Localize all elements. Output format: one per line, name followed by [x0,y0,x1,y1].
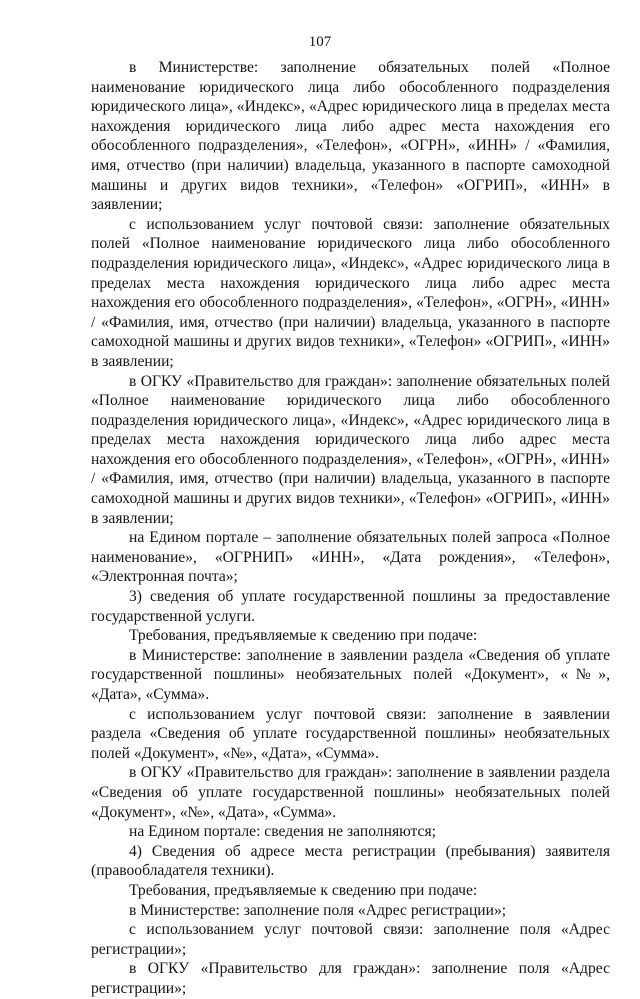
paragraph-ministry-required-fields: в Министерстве: заполнение обязательных полей «Полное наименование юридического лица либо обособленного подразделения юридического лица», «Индекс», «Адрес юридического лица в пределах места нахождения юридического лица либо адрес места нахождения его обособленного подразделения», «Телефон», «ОГРН», «ИНН» / «Фамилия, имя, отчество (при наличии) владельца, указанного в паспорте самоходной машины и других видов техники», «Телефон» «ОГРИП», «ИНН» в заявлении; [91,59,610,214]
paragraph-portal-fee-fields: на Едином портале: сведения не заполняются; [129,823,436,841]
paragraph-ogku-required-fields: в ОГКУ «Правительство для граждан»: заполнение обязательных полей «Полное наименование юридического лица либо обособленного подразделения юридического лица», «Индекс», «Адрес юридического лица в пределах места нахождения юридического лица либо адрес места нахождения его обособленного подразделения», «Телефон», «ОГРН», «ИНН» / «Фамилия, имя, отчество (при наличии) владельца, указанного в паспорте самоходной машины и других видов техники», «Телефон» «ОГРИП», «ИНН» в заявлении; [91,372,610,527]
paragraph-requirements-heading-fee: Требования, предъявляемые к сведению при подаче: [129,627,478,645]
paragraph-requirements-heading-address: Требования, предъявляемые к сведению при подаче: [129,881,478,899]
paragraph-postal-address-field: с использованием услуг почтовой связи: заполнение поля «Адрес регистрации»; [91,921,610,958]
document-body [91,58,610,999]
paragraph-ogku-address-field: в ОГКУ «Правительство для граждан»: заполнение поля «Адрес регистрации»; [91,960,610,997]
paragraph-item-4-address-info: 4) Сведения об адресе места регистрации (пребывания) заявителя (правообладателя техники). [91,842,610,880]
paragraph-postal-required-fields: с использованием услуг почтовой связи: заполнение обязательных полей «Полное наименование юридического лица либо обособленного подразделения юридического лица», «Индекс», «Адрес юридического лица в пределах места нахождения юридического лица либо адрес места нахождения его обособленного подразделения», «Телефон», «ОГРН», «ИНН» / «Фамилия, имя, отчество (при наличии) владельца, указанного в паспорте самоходной машины и других видов техники», «Телефон» «ОГРИП», «ИНН» в заявлении; [91,215,610,370]
paragraph-ministry-fee-fields: в Министерстве: заполнение в заявлении раздела «Сведения об уплате государственной пошлины» необязательных полей «Документ», «№», «Дата», «Сумма». [91,646,610,703]
paragraph-postal-fee-fields: с использованием услуг почтовой связи: заполнение в заявлении раздела «Сведения об уплате государственной пошлины» необязательных полей «Документ», «№», «Дата», «Сумма». [91,705,610,762]
paragraph-portal-required-fields: на Едином портале – заполнение обязательных полей запроса «Полное наименование», «ОГРНИП» «ИНН», «Дата рождения», «Телефон», «Электронная почта»; [91,529,610,586]
paragraph-ogku-fee-fields: в ОГКУ «Правительство для граждан»: заполнение в заявлении раздела «Сведения об уплате государственной пошлины» необязательных полей «Документ», «№», «Дата», «Сумма». [91,764,610,821]
page-number: 107 [308,34,332,50]
paragraph-ministry-address-field: в Министерстве: заполнение поля «Адрес регистрации»; [129,901,507,919]
paragraph-item-3-fee-info: 3) сведения об уплате государственной пошлины за предоставление государственной услуги. [91,588,610,625]
